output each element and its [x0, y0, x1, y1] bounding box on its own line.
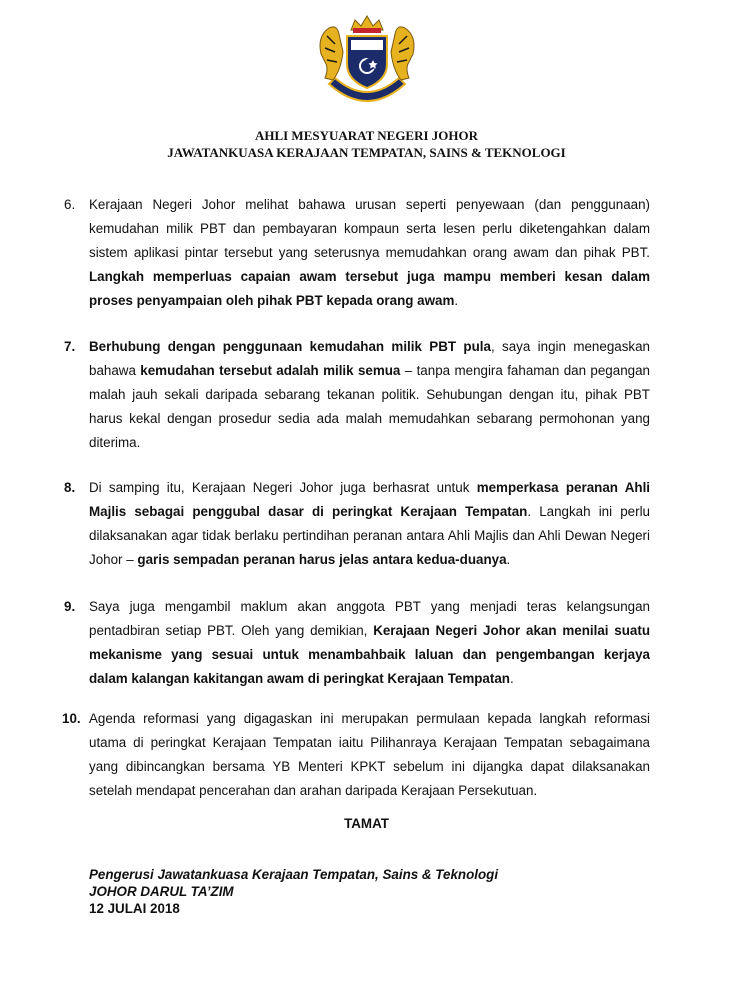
header-line-1: AHLI MESYUARAT NEGERI JOHOR [254, 128, 479, 143]
paragraph-line: Majlis sebagai penggubal dasar di peringkat Kerajaan Tempatan. Langkah ini perlu [89, 504, 650, 519]
paragraph-line: malah jauh sekali daripada sebarang tekanan politik. Sehubungan dengan itu, pihak PBT [89, 387, 650, 402]
header-line-2: JAWATANKUASA KERAJAAN TEMPATAN, SAINS & TEKNOLOGI [167, 145, 566, 160]
paragraph-line: Johor – garis sempadan peranan harus jelas antara kedua-duanya. [89, 552, 511, 567]
paragraph-number: 7. [64, 339, 76, 354]
paragraph-line: sistem aplikasi pintar tersebut yang seterusnya memudahkan orang awam dan pihak PBT. [89, 245, 650, 260]
paragraph-line: diterima. [89, 435, 141, 450]
paragraph-line: Langkah memperluas capaian awam tersebut juga mampu memberi kesan dalam [89, 269, 650, 284]
paragraph-line: setelah mendapat pencerahan dan arahan daripada Kerajaan Persekutuan. [89, 783, 538, 798]
paragraph-line: Saya juga mengambil maklum akan anggota PBT yang menjadi teras kelangsungan [89, 599, 650, 614]
paragraph-line: Berhubung dengan penggunaan kemudahan milik PBT pula, saya ingin menegaskan [89, 339, 650, 354]
paragraph-line: kemudahan milik PBT dan pembayaran kompaun serta lesen perlu diketengahkan dalam [89, 221, 650, 236]
signature-state: JOHOR DARUL TA’ZIM [89, 884, 234, 899]
signature-title: Pengerusi Jawatankuasa Kerajaan Tempatan, Sains & Teknologi [89, 867, 499, 882]
paragraph-line: dalam kalangan kakitangan awam di peringkat Kerajaan Tempatan. [89, 671, 514, 686]
signature-block [89, 866, 649, 917]
document-header [0, 127, 733, 161]
paragraph-line: proses penyampaian oleh pihak PBT kepada orang awam. [89, 293, 459, 308]
paragraph-line: Di samping itu, Kerajaan Negeri Johor juga berhasrat untuk memperkasa peranan Ahli [89, 480, 650, 495]
paragraph-line: Kerajaan Negeri Johor melihat bahawa urusan seperti penyewaan (dan penggunaan) [89, 197, 650, 212]
paragraph-line: bahawa kemudahan tersebut adalah milik semua – tanpa mengira fahaman dan pegangan [89, 363, 650, 378]
paragraph-line: mekanisme yang sesuai untuk menambahbaik laluan dan pengembangan kerjaya [89, 647, 650, 662]
paragraph-line: dilaksanakan agar tidak berlaku pertindihan peranan antara Ahli Majlis dan Ahli Dewan Negeri [89, 528, 650, 543]
paragraph-number: 10. [62, 711, 81, 726]
paragraph-line: utama di peringkat Kerajaan Tempatan iaitu Pilihanraya Kerajaan Tempatan sebagaimana [89, 735, 650, 750]
paragraph-line: harus kekal dengan prosedur sedia ada malah memudahkan sebarang permohonan yang [89, 411, 650, 426]
paragraph-line: yang dibincangkan bersama YB Menteri KPKT sebelum ini dijangka dapat dilaksanakan [89, 759, 650, 774]
closing-mark: TAMAT [344, 816, 389, 831]
signature-date: 12 JULAI 2018 [89, 901, 180, 916]
johor-crest-icon [313, 14, 421, 114]
paragraph-line: Agenda reformasi yang digagaskan ini merupakan permulaan kepada langkah reformasi [89, 711, 650, 726]
paragraph-line: pentadbiran setiap PBT. Oleh yang demikian, Kerajaan Negeri Johor akan menilai suatu [89, 623, 650, 638]
paragraph-number: 9. [64, 599, 76, 614]
paragraph-number: 8. [64, 480, 76, 495]
paragraph-number: 6. [64, 197, 76, 212]
